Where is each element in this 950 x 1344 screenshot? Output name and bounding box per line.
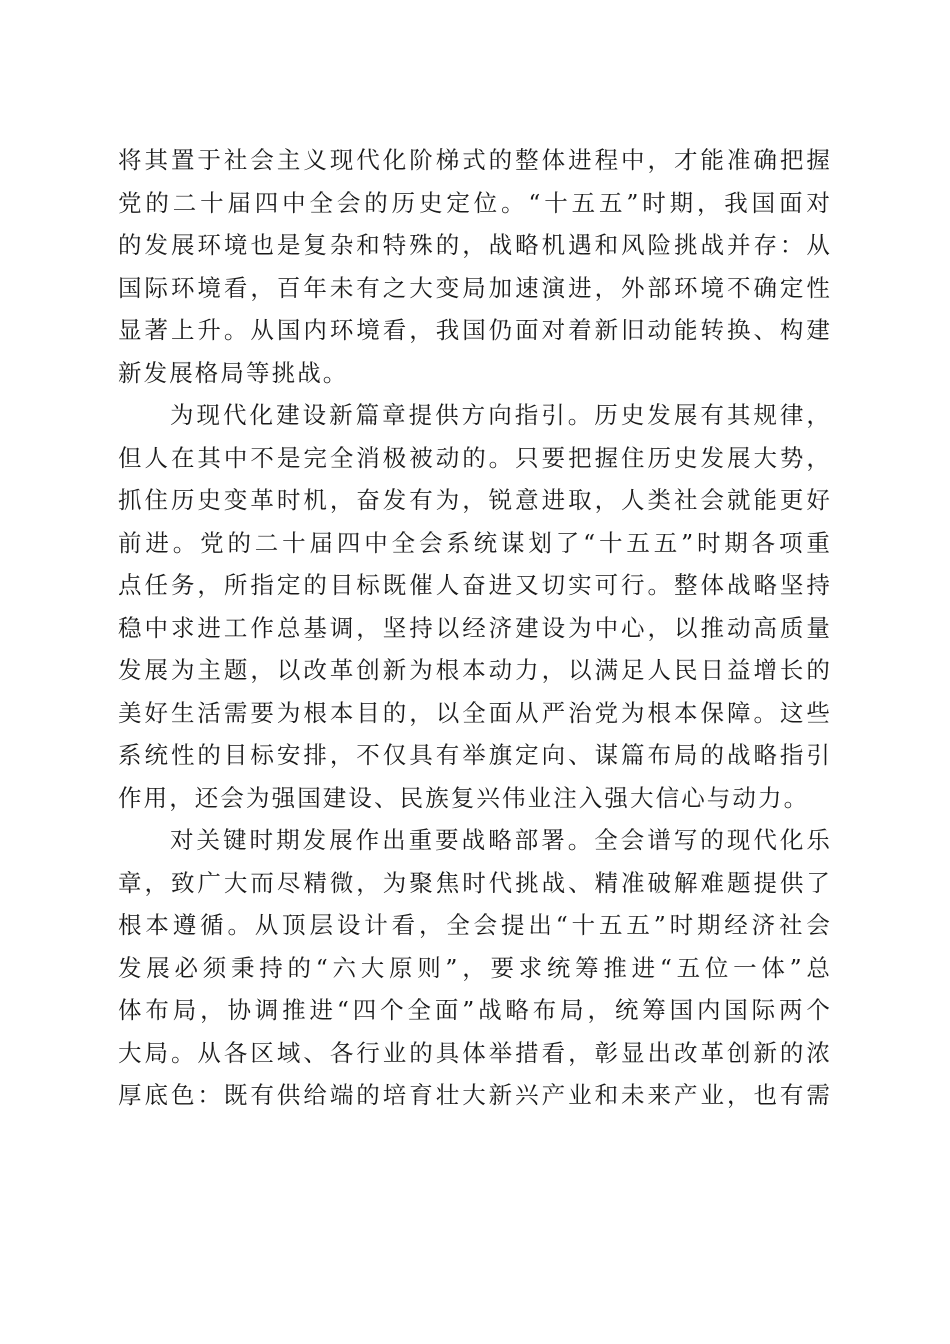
paragraph-1-line-5: 显著上升。从国内环境看，我国仍面对着新旧动能转换、构建 <box>118 316 832 344</box>
paragraph-3-line-3: 根本遵循。从顶层设计看，全会提出“十五五”时期经济社会 <box>118 911 832 939</box>
paragraph-2-line-6: 稳中求进工作总基调，坚持以经济建设为中心，以推动高质量 <box>118 613 832 642</box>
paragraph-3-line-6: 大局。从各区域、各行业的具体举措看，彰显出改革创新的浓 <box>118 1038 832 1067</box>
paragraph-2-line-7: 发展为主题，以改革创新为根本动力，以满足人民日益增长的 <box>118 656 832 684</box>
paragraph-3-line-7: 厚底色：既有供给端的培育壮大新兴产业和未来产业，也有需 <box>118 1081 832 1109</box>
paragraph-2-line-8: 美好生活需要为根本目的，以全面从严治党为根本保障。这些 <box>118 698 832 727</box>
paragraph-1-line-6: 新发展格局等挑战。 <box>118 358 349 387</box>
paragraph-1-line-2: 党的二十届四中全会的历史定位。“十五五”时期，我国面对 <box>118 188 832 217</box>
paragraph-1-line-3: 的发展环境也是复杂和特殊的，战略机遇和风险挑战并存：从 <box>118 231 832 259</box>
paragraph-2-line-5: 点任务，所指定的目标既催人奋进又切实可行。整体战略坚持 <box>118 571 832 599</box>
paragraph-2-line-1: 为现代化建设新篇章提供方向指引。历史发展有其规律， <box>170 401 832 429</box>
paragraph-1-line-4: 国际环境看，百年未有之大变局加速演进，外部环境不确定性 <box>118 273 832 302</box>
paragraph-3-line-4: 发展必须秉持的“六大原则”，要求统筹推进“五位一体”总 <box>118 953 832 982</box>
paragraph-3-line-1: 对关键时期发展作出重要战略部署。全会谱写的现代化乐 <box>170 826 832 854</box>
paragraph-2-line-3: 抓住历史变革时机，奋发有为，锐意进取，人类社会就能更好 <box>118 486 832 514</box>
body-text <box>118 139 832 1117</box>
paragraph-2-line-10: 作用，还会为强国建设、民族复兴伟业注入强大信心与动力。 <box>118 783 810 812</box>
paragraph-3-line-5: 体布局，协调推进“四个全面”战略布局，统筹国内国际两个 <box>118 996 832 1024</box>
paragraph-2-line-2: 但人在其中不是完全消极被动的。只要把握住历史发展大势， <box>118 443 832 472</box>
paragraph-1-line-1: 将其置于社会主义现代化阶梯式的整体进程中，才能准确把握 <box>118 146 832 174</box>
paragraph-2-line-9: 系统性的目标安排，不仅具有举旗定向、谋篇布局的战略指引 <box>118 741 832 769</box>
paragraph-3-line-2: 章，致广大而尽精微，为聚焦时代挑战、精准破解难题提供了 <box>118 868 832 897</box>
paragraph-2-line-4: 前进。党的二十届四中全会系统谋划了“十五五”时期各项重 <box>118 528 832 557</box>
